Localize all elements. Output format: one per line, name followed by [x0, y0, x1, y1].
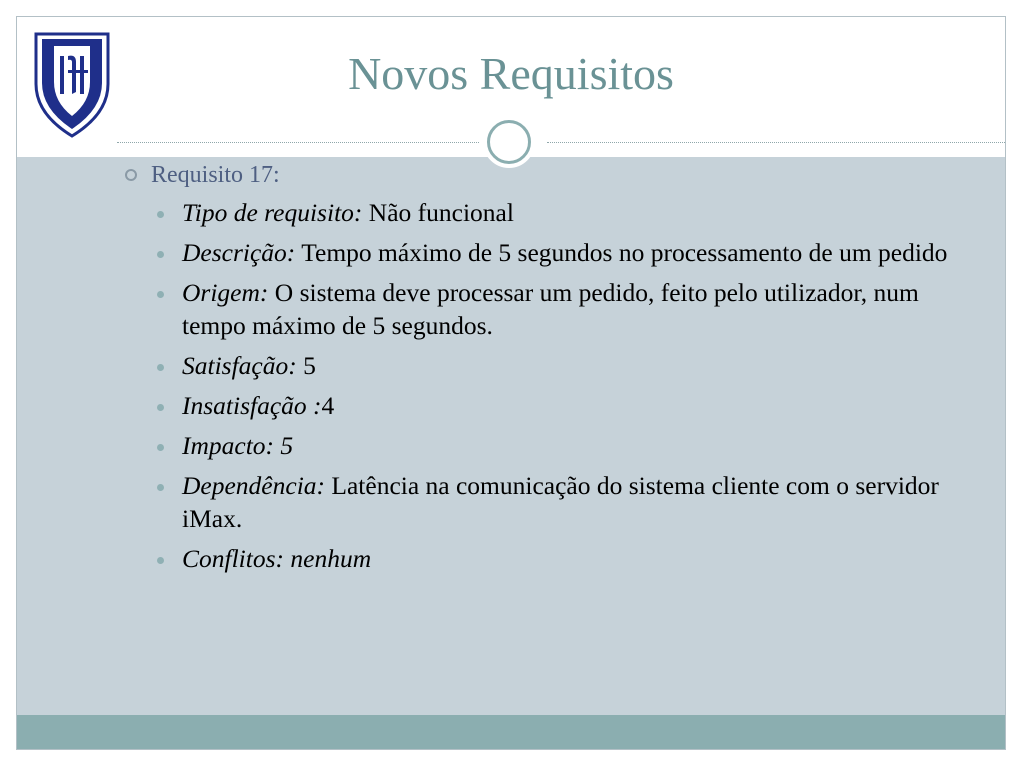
attribute-value: Latência na comunicação do sistema cliente com o servidor iMax. [182, 471, 939, 533]
attribute-value: Não funcional [368, 198, 514, 227]
slide-body [125, 158, 955, 582]
bullet-icon [157, 251, 164, 258]
hollow-bullet-icon [125, 169, 137, 181]
attribute-label: Dependência: [182, 471, 326, 500]
bullet-icon [157, 484, 164, 491]
attribute-label: Origem: [182, 278, 269, 307]
bullet-icon [157, 444, 164, 451]
attribute-value: 5 [303, 351, 316, 380]
bullet-icon [157, 211, 164, 218]
slide-title: Novos Requisitos [348, 48, 674, 99]
footer-bar [17, 715, 1005, 749]
attribute-label: Impacto: 5 [182, 431, 294, 460]
attribute-label: Satisfação: [182, 351, 297, 380]
requirement-attribute-item [155, 276, 955, 342]
requirement-attribute-item [155, 389, 955, 422]
attribute-value: 4 [321, 391, 335, 420]
attribute-label: Insatisfação : [182, 391, 322, 420]
attribute-label: Conflitos: nenhum [182, 544, 372, 573]
title-divider-right [547, 142, 1006, 143]
requirement-attribute-item [155, 429, 955, 462]
attribute-value: Tempo máximo de 5 segundos no processamento de um pedido [301, 238, 948, 267]
requirement-attribute-item [155, 542, 955, 575]
attribute-label: Descrição: [182, 238, 296, 267]
requirement-attribute-item [155, 236, 955, 269]
title-divider-left [117, 142, 479, 143]
attribute-label: Tipo de requisito: [182, 198, 363, 227]
requirement-attribute-item [155, 469, 955, 535]
bullet-icon [157, 364, 164, 371]
requirement-attribute-item [155, 196, 955, 229]
requirement-attributes-list [125, 196, 955, 575]
bullet-icon [157, 557, 164, 564]
bullet-icon [157, 404, 164, 411]
requirement-heading: Requisito 17: [125, 158, 955, 192]
attribute-value: O sistema deve processar um pedido, feito pelo utilizador, num tempo máximo de 5 segundos. [182, 278, 919, 340]
requirement-attribute-item [155, 349, 955, 382]
bullet-icon [157, 291, 164, 298]
